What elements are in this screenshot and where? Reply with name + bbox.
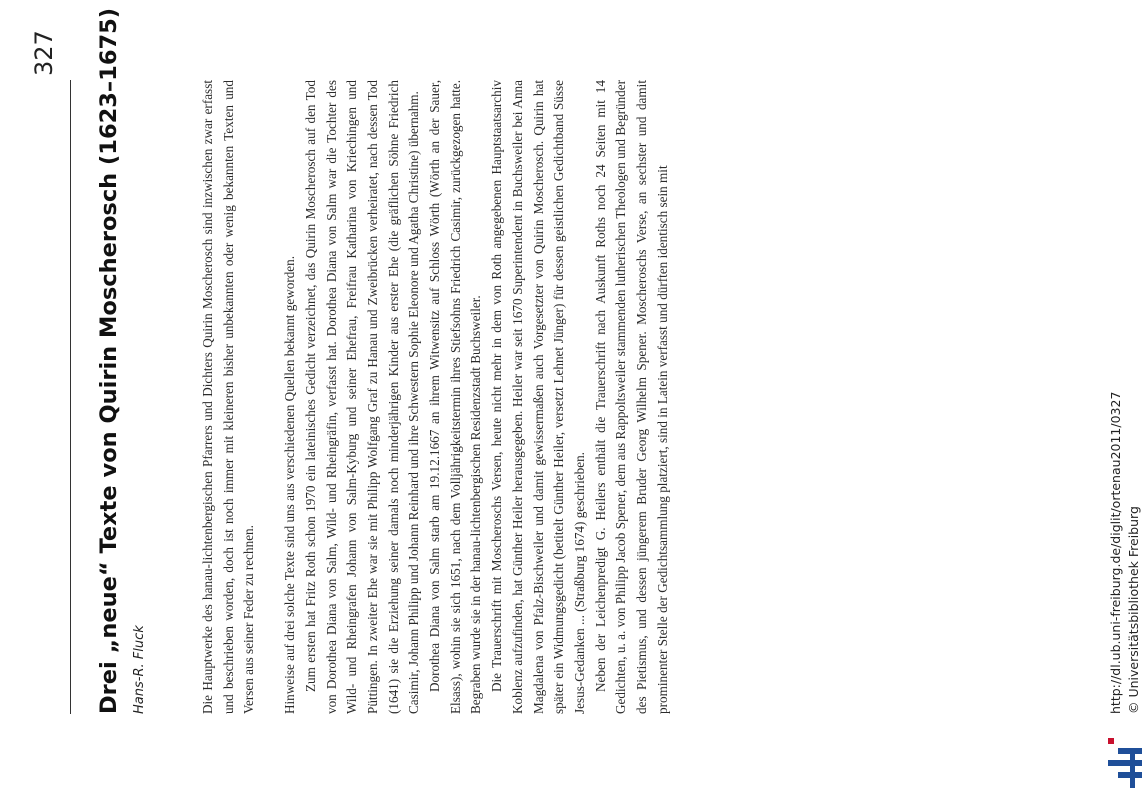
author-name: Hans-R. Fluck: [132, 625, 147, 714]
paragraph: Die Hauptwerke des hanau-lichtenbergischen Pfarrers und Dichters Quirin Moscherosch sind inzwischen zwar erfasst und beschrieben worden, doch ist noch immer mit kleineren bisher unbekannten oder wenig bekannten Texten und Versen aus seiner Feder zu rechnen.: [200, 80, 257, 714]
paragraph: Zum ersten hat Fritz Roth schon 1970 ein lateinisches Gedicht verzeichnet, das Quirin Moscherosch auf den Tod von Dorothea Diana von Salm, Wild- und Rheingräfin, verfasst hat. Dorothea Diana von Salm war die Tochter des Wild- und Rheingrafen Johann von Salm-Kyburg und seiner Ehefrau, Freifrau Katharina von Kriechingen und Püttingen. In zweiter Ehe war sie mit Philipp Wolfgang Graf zu Hanau und Zweibrücken verheiratet, nach dessen Tod (1641) sie die Erziehung seiner damals noch minderjährigen Kinder aus erster Ehe (die gräflichen Söhne Friedrich Casimir, Johann Philipp und Johann Reinhard und ihre Schwestern Sophie Eleonore und Agatha Christine) übernahm.: [302, 80, 422, 714]
paragraph: Die Trauerschrift mit Moscheroschs Versen, heute nicht mehr in dem von Roth angegebenen Hauptstaatsarchiv Koblenz aufzufinden, hat Günther Heiler herausgegeben. Heiler war seit 1670 Superintendent in Buchsweiler bei Anna Magdalena von Pfalz-Bischweiler und damit gewissermaßen auch Vorgesetzter von Quirin Moscherosch. Quirin hat später ein Widmungsgedicht (betitelt Günther Heiler, versetzt Lehnet Jünger) für dessen geistlichen Gedichtband Süsse Jesus-Gedanken ... (Straßburg 1674) geschrieben.: [489, 80, 587, 714]
header-rule: [70, 80, 71, 714]
paragraph: Dorothea Diana von Salm starb am 19.12.1667 an ihrem Witwensitz auf Schloss Wörth (Wörth an der Sauer, Elsass), wohin sie sich 1651, nach dem Volljährigkeitstermin ihres Stiefsohns Friedrich Casimir, zurückgezogen hatte. Begraben wurde sie in der hanau-lichtenbergischen Residenzstadt Buchsweiler.: [427, 80, 484, 714]
page-number: 327: [30, 30, 58, 76]
footer-url[interactable]: http://dl.ub.uni-freiburg.de/diglit/ortenau2011/0327: [1108, 391, 1123, 714]
paragraph: Neben der Leichenpredigt G. Heilers enthält die Trauerschrift nach Auskunft Roths noch 24 Seiten mit 14 Gedichten, u. a. von Philipp Jacob Spener, dem aus Rappoltsweiler stammenden lutherischen Theologen und Begründer des Pietismus, und dessen jüngerem Bruder Georg Wilhelm Spener. Moscheroschs Verse, an sechster und damit prominenter Stelle der Gedichtsammlung platziert, sind in Latein verfasst und dürften identisch sein mit: [592, 80, 670, 714]
article-title: Drei „neue“ Texte von Quirin Moscherosch (1623–1675): [96, 7, 122, 714]
article-body: [198, 80, 673, 714]
footer-copyright: © Universitätsbibliothek Freiburg: [1126, 506, 1141, 714]
paragraph: Hinweise auf drei solche Texte sind uns aus verschiedenen Quellen bekannt geworden.: [282, 255, 298, 714]
university-library-logo: [1100, 728, 1144, 792]
